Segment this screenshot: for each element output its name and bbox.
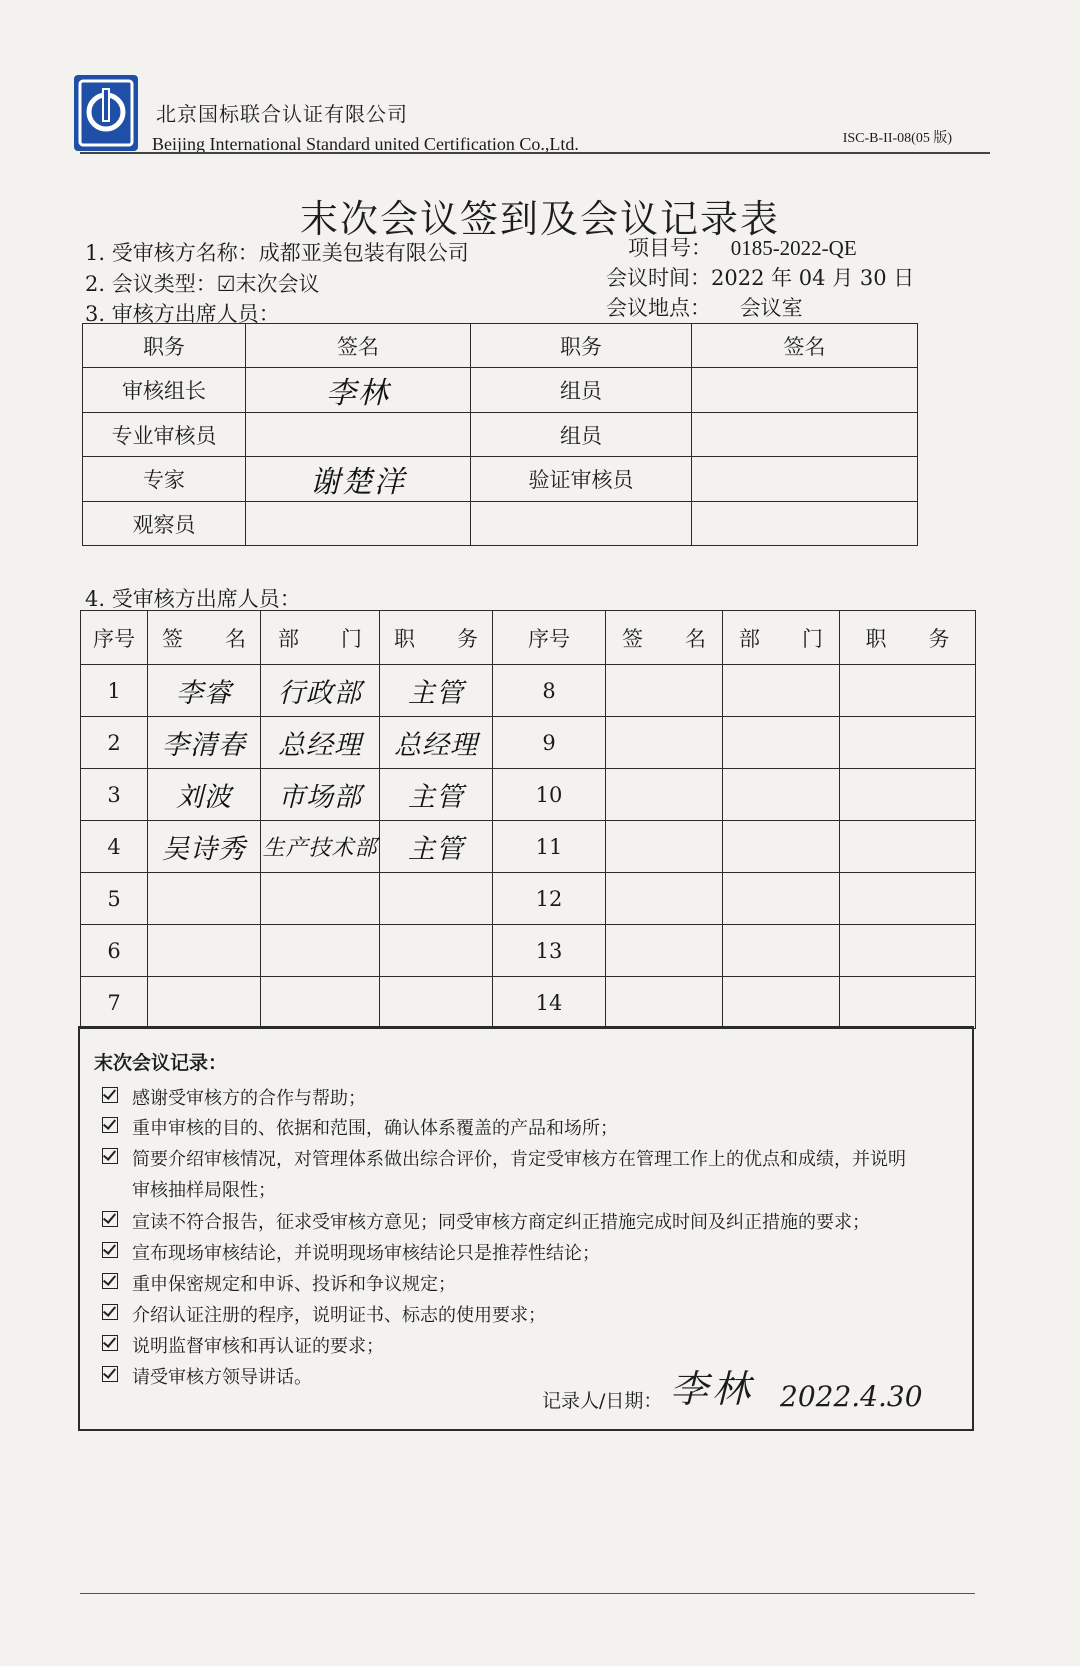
recorder-label: 记录人/日期： <box>542 1390 663 1412</box>
signature-cell: 吴诗秀 <box>148 821 261 873</box>
header-seq: 序号 <box>81 611 148 665</box>
role-cell: 专家 <box>83 457 246 502</box>
company-name-cn: 北京国标联合认证有限公司 <box>156 102 408 126</box>
header-divider <box>80 152 990 154</box>
meeting-time-label: 会议时间： <box>606 266 711 290</box>
minutes-item <box>102 1208 870 1234</box>
minutes-item <box>102 1332 384 1358</box>
table-row <box>83 502 918 546</box>
department-cell: 市场部 <box>261 769 380 821</box>
table-row <box>83 413 918 457</box>
position-cell: 主管 <box>380 821 493 873</box>
department-cell <box>723 665 840 717</box>
seq-cell: 12 <box>493 873 606 925</box>
meeting-time-line <box>606 262 914 292</box>
project-no-line <box>628 232 857 262</box>
header-department: 部 门 <box>261 611 380 665</box>
position-cell <box>840 821 976 873</box>
minutes-item-text: 感谢受审核方的合作与帮助； <box>132 1088 366 1109</box>
checked-box-icon <box>102 1148 118 1164</box>
header-seq: 序号 <box>493 611 606 665</box>
meeting-place-value: 会议室 <box>739 296 803 320</box>
footer-divider <box>80 1593 975 1594</box>
table-header-row <box>81 611 976 665</box>
minutes-item <box>102 1145 906 1171</box>
minutes-item-text: 请受审核方领导讲话。 <box>132 1367 312 1388</box>
header-signature: 签名 <box>246 324 471 368</box>
auditor-attendees-label: 3. 审核方出席人员： <box>85 302 280 326</box>
signature-cell <box>606 665 723 717</box>
department-cell: 总经理 <box>261 717 380 769</box>
minutes-item-continuation <box>132 1176 276 1202</box>
signature-cell <box>148 925 261 977</box>
form-title: 末次会议签到及会议记录表 <box>299 197 780 241</box>
seq-cell: 9 <box>493 717 606 769</box>
auditee-attendees-label: 4. 受审核方出席人员： <box>85 587 301 611</box>
role-cell <box>471 502 692 546</box>
position-cell <box>840 925 976 977</box>
checked-box-icon <box>102 1242 118 1258</box>
seq-cell: 11 <box>493 821 606 873</box>
minutes-title: 末次会议记录： <box>94 1052 228 1074</box>
signature-cell <box>692 368 918 413</box>
meeting-place-line <box>606 292 803 322</box>
position-cell <box>840 769 976 821</box>
department-cell: 生产技术部 <box>261 821 380 873</box>
document-code: ISC-B-II-08(05 版) <box>842 131 952 146</box>
minutes-item-text: 说明监督审核和再认证的要求； <box>132 1336 384 1357</box>
checked-box-icon <box>102 1366 118 1382</box>
signature-cell: 李林 <box>246 368 471 413</box>
table-row <box>81 717 976 769</box>
seq-cell: 14 <box>493 977 606 1029</box>
position-cell <box>380 925 493 977</box>
meeting-type-line <box>85 268 320 298</box>
position-cell <box>840 977 976 1029</box>
table-row <box>81 665 976 717</box>
header-position: 职 务 <box>840 611 976 665</box>
position-cell <box>840 717 976 769</box>
department-cell <box>261 925 380 977</box>
auditor-attendance-table <box>82 323 918 546</box>
role-cell: 观察员 <box>83 502 246 546</box>
minutes-item-text: 审核抽样局限性； <box>132 1180 276 1201</box>
minutes-item-text: 宣读不符合报告，征求受审核方意见；同受审核方商定纠正措施完成时间及纠正措施的要求； <box>132 1212 870 1233</box>
signature-cell <box>606 821 723 873</box>
minutes-item-text: 宣布现场审核结论，并说明现场审核结论只是推荐性结论； <box>132 1243 600 1264</box>
recorder-signature: 李林 <box>670 1367 755 1411</box>
header-department: 部 门 <box>723 611 840 665</box>
department-cell <box>261 873 380 925</box>
header-role: 职务 <box>83 324 246 368</box>
minutes-item-text: 重申审核的目的、依据和范围，确认体系覆盖的产品和场所； <box>132 1118 618 1139</box>
seq-cell: 4 <box>81 821 148 873</box>
department-cell <box>723 925 840 977</box>
checked-box-icon <box>102 1211 118 1227</box>
signature-cell: 李清春 <box>148 717 261 769</box>
meeting-place-label: 会议地点： <box>606 296 711 320</box>
signature-cell <box>692 502 918 546</box>
signature-cell <box>692 413 918 457</box>
minutes-item <box>102 1239 600 1265</box>
seq-cell: 6 <box>81 925 148 977</box>
department-cell <box>723 717 840 769</box>
role-cell: 验证审核员 <box>471 457 692 502</box>
header-role: 职务 <box>471 324 692 368</box>
table-row <box>81 977 976 1029</box>
seq-cell: 5 <box>81 873 148 925</box>
checked-box-icon <box>102 1117 118 1133</box>
checked-box-icon <box>102 1273 118 1289</box>
signature-cell <box>692 457 918 502</box>
minutes-item <box>102 1363 312 1389</box>
table-row <box>81 769 976 821</box>
table-header-row <box>83 324 918 368</box>
department-cell <box>723 821 840 873</box>
seq-cell: 2 <box>81 717 148 769</box>
table-row <box>81 925 976 977</box>
table-row <box>81 873 976 925</box>
minutes-item-text: 简要介绍审核情况，对管理体系做出综合评价，肯定受审核方在管理工作上的优点和成绩，并说明 <box>132 1149 906 1170</box>
minutes-item <box>102 1114 618 1140</box>
department-cell <box>723 977 840 1029</box>
project-no-label: 项目号： <box>628 236 712 260</box>
signature-cell <box>606 873 723 925</box>
recorder-date: 2022.4.30 <box>780 1380 923 1413</box>
project-no-value: 0185-2022-QE <box>730 236 857 260</box>
signature-cell <box>246 413 471 457</box>
department-cell: 行政部 <box>261 665 380 717</box>
seq-cell: 10 <box>493 769 606 821</box>
minutes-item <box>102 1084 366 1110</box>
signature-cell <box>606 769 723 821</box>
minutes-item <box>102 1301 546 1327</box>
checked-box-icon <box>102 1335 118 1351</box>
signature-cell: 谢楚洋 <box>246 457 471 502</box>
checked-box-icon <box>102 1087 118 1103</box>
position-cell <box>840 665 976 717</box>
signature-cell: 李睿 <box>148 665 261 717</box>
signature-cell <box>606 717 723 769</box>
company-name-en: Beijing International Standard united Certification Co.,Ltd. <box>152 134 579 154</box>
seq-cell: 1 <box>81 665 148 717</box>
signature-cell <box>606 977 723 1029</box>
department-cell <box>723 769 840 821</box>
auditee-name-line <box>85 237 469 267</box>
meeting-type-label: 2. 会议类型： <box>85 272 217 296</box>
isc-logo-icon <box>73 74 139 152</box>
role-cell: 组员 <box>471 368 692 413</box>
department-cell <box>723 873 840 925</box>
role-cell: 审核组长 <box>83 368 246 413</box>
role-cell: 专业审核员 <box>83 413 246 457</box>
seq-cell: 7 <box>81 977 148 1029</box>
header-position: 职 务 <box>380 611 493 665</box>
header-signature: 签名 <box>692 324 918 368</box>
position-cell: 总经理 <box>380 717 493 769</box>
meeting-time-value: 2022 年 04 月 30 日 <box>711 266 915 290</box>
position-cell: 主管 <box>380 665 493 717</box>
seq-cell: 8 <box>493 665 606 717</box>
meeting-type-value: ☑末次会议 <box>216 272 320 296</box>
table-row <box>83 368 918 413</box>
table-row <box>83 457 918 502</box>
auditee-name-label: 1. 受审核方名称： <box>85 241 259 265</box>
header-signature: 签 名 <box>148 611 261 665</box>
position-cell <box>840 873 976 925</box>
signature-cell <box>148 977 261 1029</box>
minutes-item-text: 重申保密规定和申诉、投诉和争议规定； <box>132 1274 456 1295</box>
signature-cell <box>606 925 723 977</box>
minutes-item <box>102 1270 456 1296</box>
checked-box-icon <box>102 1304 118 1320</box>
signature-cell <box>246 502 471 546</box>
signature-cell: 刘波 <box>148 769 261 821</box>
seq-cell: 13 <box>493 925 606 977</box>
table-row <box>81 821 976 873</box>
position-cell: 主管 <box>380 769 493 821</box>
minutes-item-text: 介绍认证注册的程序，说明证书、标志的使用要求； <box>132 1305 546 1326</box>
auditee-attendance-table <box>80 610 976 1029</box>
department-cell <box>261 977 380 1029</box>
role-cell: 组员 <box>471 413 692 457</box>
auditee-name-value: 成都亚美包装有限公司 <box>258 241 469 265</box>
position-cell <box>380 977 493 1029</box>
meeting-minutes-box <box>78 1026 974 1431</box>
seq-cell: 3 <box>81 769 148 821</box>
header-signature: 签 名 <box>606 611 723 665</box>
position-cell <box>380 873 493 925</box>
signature-cell <box>148 873 261 925</box>
